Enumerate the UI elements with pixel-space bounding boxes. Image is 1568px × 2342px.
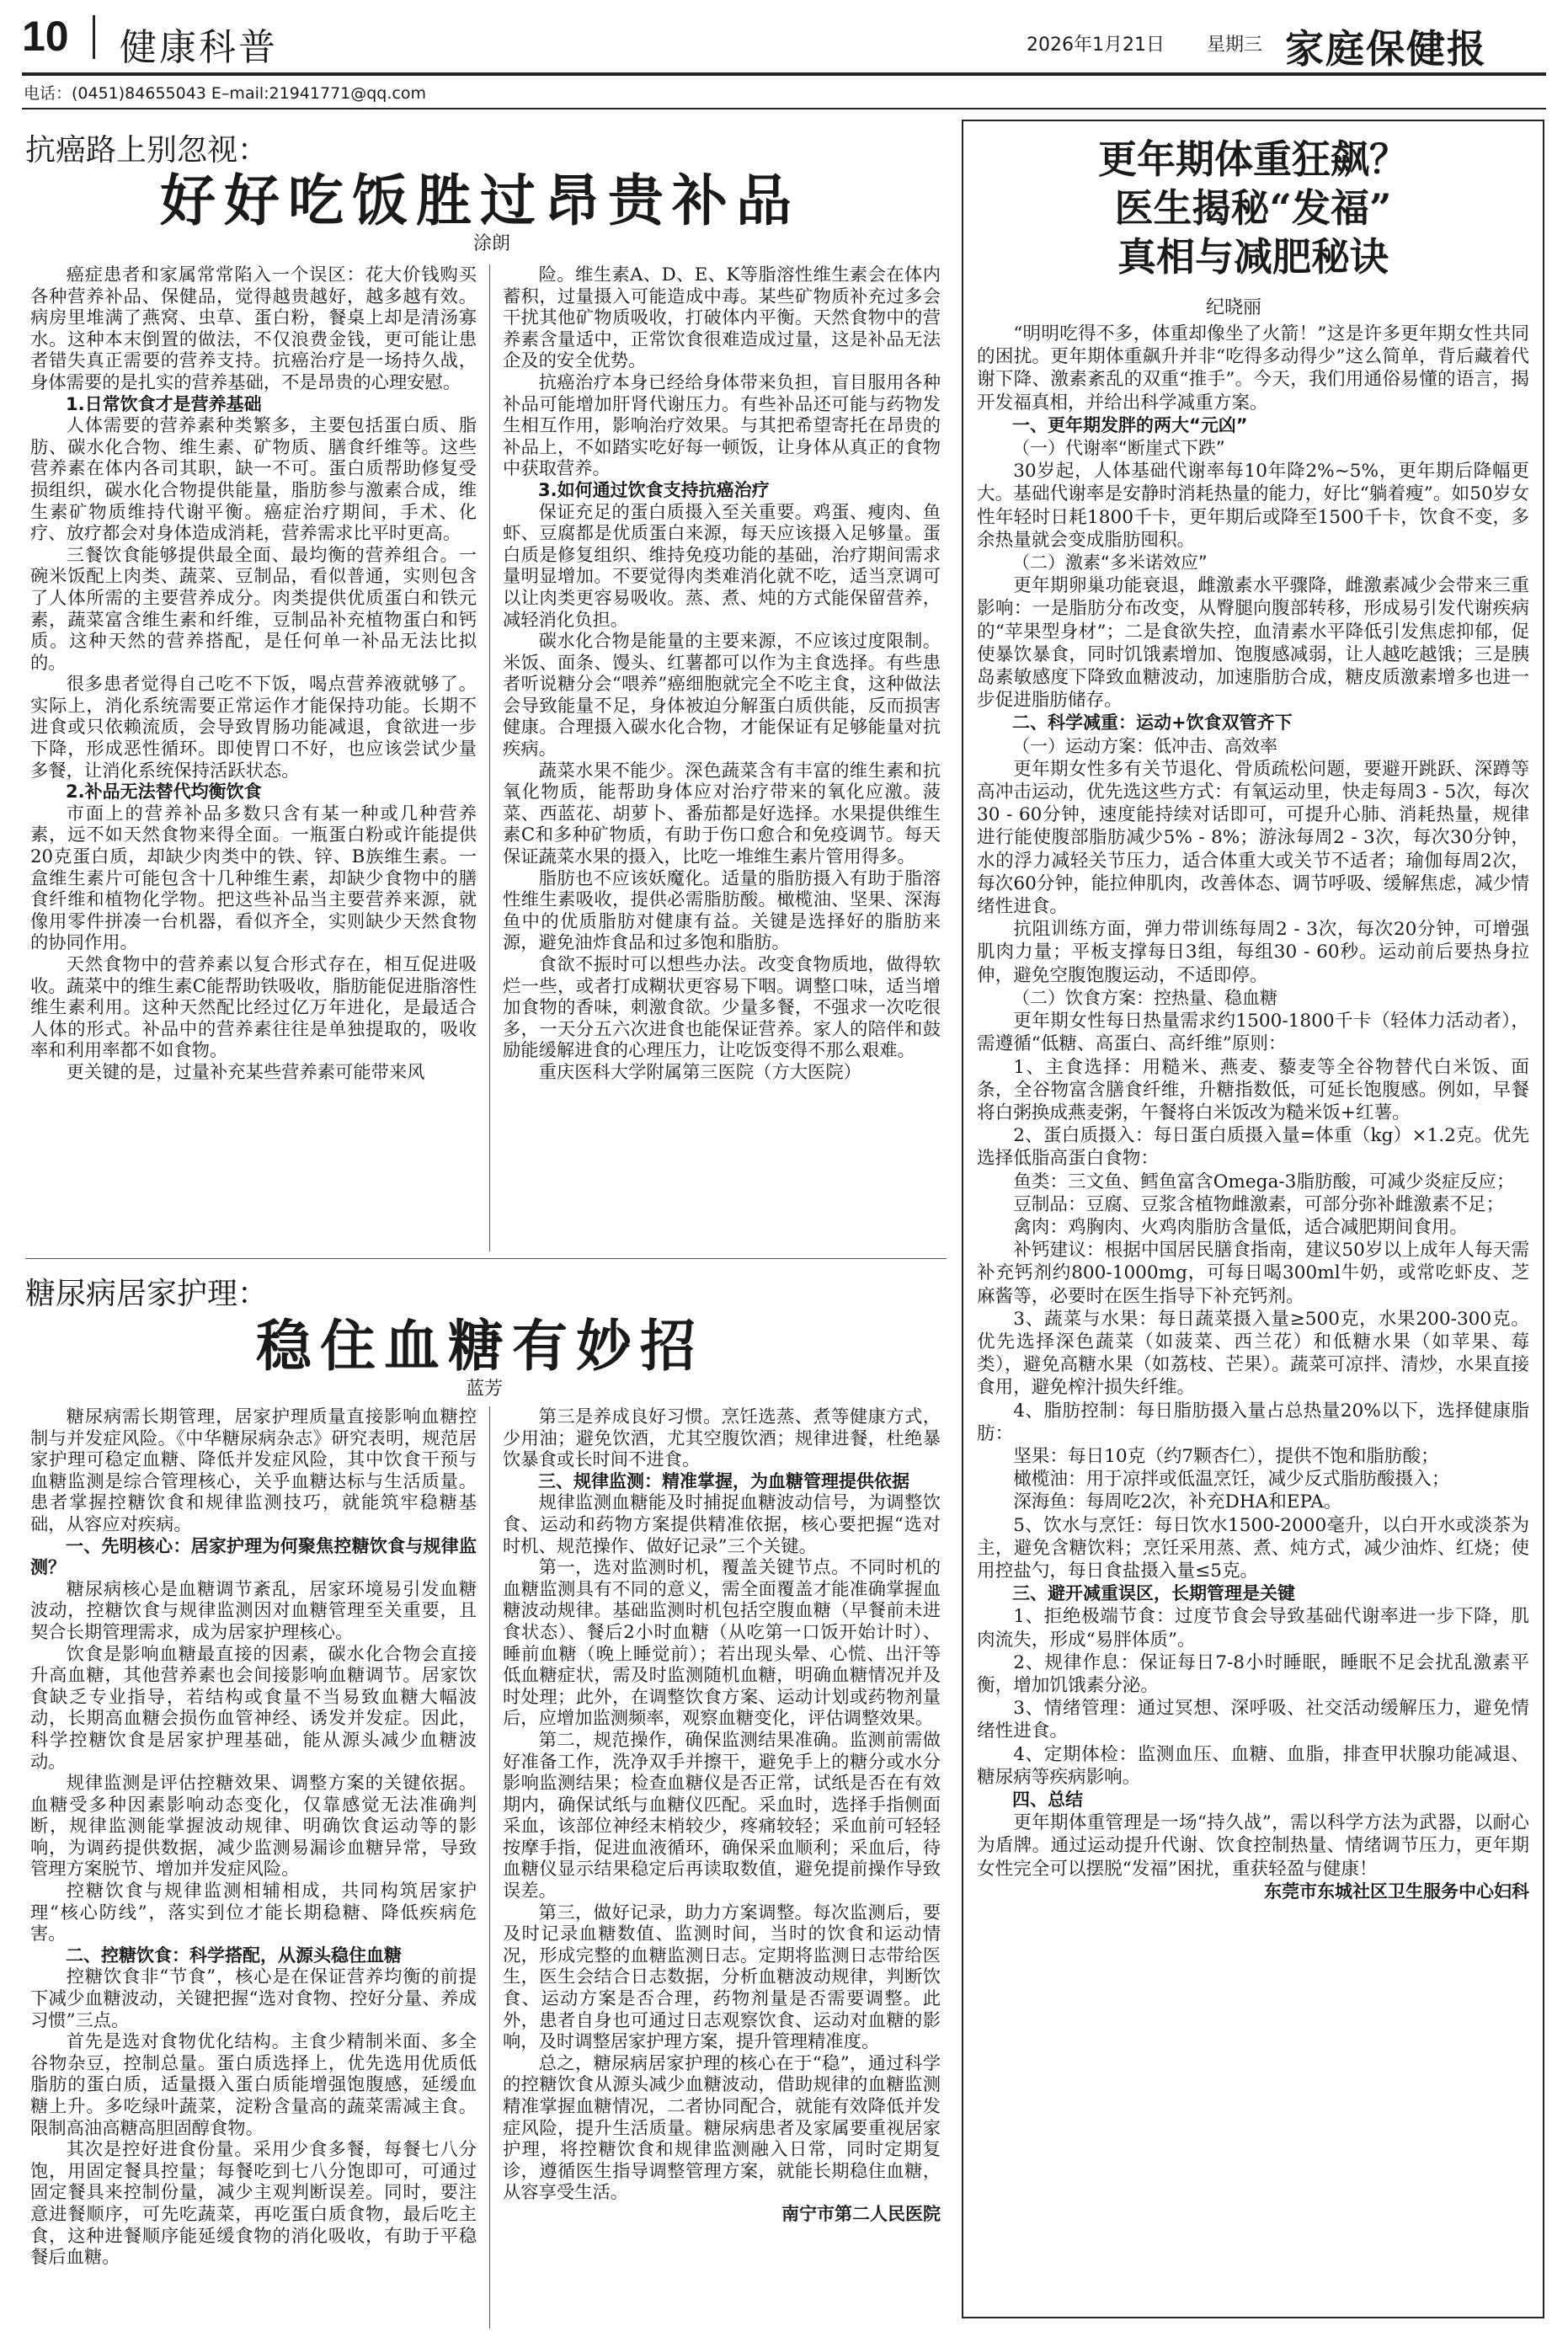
subsection-heading: （一）运动方案：低冲击、高效率 [1012,735,1277,756]
paragraph: 保证充足的蛋白质摄入至关重要。鸡蛋、瘦肉、鱼虾、豆腐都是优质蛋白来源，每天应该摄入足够量。蛋白质是修复组织、维持免疫功能的基础，治疗期间需求量明显增加。不要觉得肉类难消化就不吃，适当烹调可以让肉类更容易吸收。蒸、煮、炖的方式能保留营养，减轻消化负担。 [503,501,941,631]
section-heading: 四、总结 [1012,1790,1083,1810]
article1-author: 涂朗 [473,233,511,254]
section-name: 健康科普 [120,26,278,69]
paragraph: 2、蛋白质摄入：每日蛋白质摄入量=体重（kg）×1.2克。优先选择低脂高蛋白食物： [977,1125,1529,1170]
article3-title-line: 医生揭秘“发福” [1114,185,1392,231]
masthead: 家庭保健报 [1285,26,1487,72]
paragraph: 三餐饮食能够提供最全面、最均衡的营养组合。一碗米饭配上肉类、蔬菜、豆制品，看似普通，实则包含了人体所需的主要营养成分。肉类提供优质蛋白和铁元素，蔬菜富含维生素和纤维，豆制品补充植物蛋白和钙质。这种天然的营养搭配，是任何单一补品无法比拟的。 [30,544,477,674]
article2-kicker: 糖尿病居家护理： [25,1277,269,1311]
paragraph: 蔬菜水果不能少。深色蔬菜含有丰富的维生素和抗氧化物质，能帮助身体应对治疗带来的氧化应激。菠菜、西蓝花、胡萝卜、番茄都是好选择。水果提供维生素C和多种矿物质，有助于伤口愈合和免疫调节。每天保证蔬菜水果的摄入，比吃一堆维生素片管用得多。 [503,760,941,868]
article2-column-2 [503,1406,941,2226]
article3-author: 纪晓丽 [1206,297,1262,318]
section-heading: 1.日常饮食才是营养基础 [66,393,262,414]
paragraph: 坚果：每日10克（约7颗杏仁），提供不饱和脂肪酸； [1013,1445,1439,1467]
article2-author: 蓝芳 [466,1379,504,1400]
article1-kicker: 抗癌路上别忽视： [25,133,269,168]
article1-column-2 [503,264,941,1084]
header-separator [93,15,95,59]
paragraph: 1、拒绝极端节食：过度节食会导致基础代谢率进一步下降，肌肉流失，形成“易胖体质”。 [977,1606,1529,1651]
paragraph: 补钙建议：根据中国居民膳食指南，建议50岁以上成年人每天需补充钙剂约800-1000mg，可每日喝300ml牛奶，或常吃虾皮、芝麻酱等，必要时在医生指导下补充钙剂。 [977,1240,1529,1307]
subsection-heading: （二）激素“多米诺效应” [1012,552,1208,573]
paragraph: 第二，规范操作，确保监测结果准确。监测前需做好准备工作，洗净双手并擦干，避免手上的糖分或水分影响监测结果；检查血糖仪是否正常，试纸是否在有效期内，确保试纸与血糖仪匹配。采血时，选择手指侧面采血，该部位神经末梢较少，疼痛较轻；采血前可轻轻按摩手指，促进血液循环，确保采血顺利；采血后，待血糖仪显示结果稳定后再读取数值，避免提前操作导致误差。 [503,1729,941,1902]
paragraph: 控糖饮食非“节食”，核心是在保证营养均衡的前提下减少血糖波动，关键把握“选对食物、控好分量、养成习惯”三点。 [30,1966,477,2031]
section-heading: 2.补品无法替代均衡饮食 [66,782,262,803]
paragraph: 其次是控好进食份量。采用少食多餐，每餐七八分饱，用固定餐具控量；每餐吃到七八分饱即可，可通过固定餐具来控制份量，减少主观判断误差。同时，要注意进餐顺序，可先吃蔬菜，再吃蛋白质食物，最后吃主食，这种进餐顺序能延缓食物的消化吸收，有助于平稳餐后血糖。 [30,2139,477,2269]
paragraph: 糖尿病需长期管理，居家护理质量直接影响血糖控制与并发症风险。《中华糖尿病杂志》研究表明，规范居家护理可稳定血糖、降低并发症风险，其中饮食干预与血糖监测是综合管理核心，关乎血糖达标与生活质量。患者掌握控糖饮食和规律监测技巧，就能筑牢稳糖基础，从容应对疾病。 [30,1406,477,1535]
paragraph: 险。维生素A、D、E、K等脂溶性维生素会在体内蓄积，过量摄入可能造成中毒。某些矿物质补充过多会干扰其他矿物质吸收，打破体内平衡。天然食物中的营养素含量适中，正常饮食很难造成过量，这是补品无法企及的安全优势。 [503,264,941,372]
header-rule [22,72,1546,76]
paragraph: 橄榄油：用于凉拌或低温烹饪，减少反式脂肪酸摄入； [1013,1469,1450,1491]
article3-title-line: 更年期体重狂飙？ [1098,136,1408,182]
paragraph: 天然食物中的营养素以复合形式存在，相互促进吸收。蔬菜中的维生素C能帮助铁吸收，脂肪能促进脂溶性维生素利用。这种天然配比经过亿万年进化，是最适合人体的形式。补品中的营养素往往是单独提取的，吸收率和利用率都不如食物。 [30,954,477,1062]
article3-title [962,135,1544,281]
section-heading: 3.如何通过饮食支持抗癌治疗 [538,479,770,500]
paragraph: 重庆医科大学附属第三医院（方大医院） [538,1061,861,1083]
paragraph: 更关键的是，过量补充某些营养素可能带来风 [66,1061,425,1083]
article3-column [977,323,1529,1903]
paragraph: 控糖饮食与规律监测相辅相成，共同构筑居家护理“核心防线”，落实到位才能长期稳糖、降低疾病危害。 [30,1881,477,1945]
paragraph: 4、定期体检：监测血压、血糖、血脂，排查甲状腺功能减退、糖尿病等疾病影响。 [977,1743,1529,1788]
paragraph: 饮食是影响血糖最直接的因素，碳水化合物会直接升高血糖，其他营养素也会间接影响血糖调节。居家饮食缺乏专业指导，若结构或食量不当易致血糖大幅波动，长期高血糖会损伤血管神经、诱发并发症。因此，科学控糖饮食是居家护理基础，能从源头减少血糖波动。 [30,1643,477,1773]
paragraph: 3、情绪管理：通过冥想、深呼吸、社交活动缓解压力，避免情绪性进食。 [977,1698,1529,1742]
source-hospital: 南宁市第二人民医院 [781,2203,941,2224]
paragraph: 第一，选对监测时机，覆盖关键节点。不同时机的血糖监测具有不同的意义，需全面覆盖才能准确掌握血糖波动规律。基础监测时机包括空腹血糖（早餐前未进食状态）、餐后2小时血糖（从吃第一口饭开始计时）、睡前血糖（晚上睡觉前）；若出现头晕、心慌、出汗等低血糖症状，需及时监测随机血糖，明确血糖情况并及时处理；此外，在调整饮食方案、运动计划或药物剂量后，应增加监测频率，观察血糖变化，评估调整效果。 [503,1557,941,1730]
paragraph: 很多患者觉得自己吃不下饭，喝点营养液就够了。实际上，消化系统需要正常运作才能保持功能。长期不进食或只依赖流质，会导致胃肠功能减退，食欲进一步下降，形成恶性循环。即使胃口不好，也应该尝试少量多餐，让消化系统保持活跃状态。 [30,674,477,782]
article-divider [25,1258,947,1259]
section-heading: 三、避开减重误区，长期管理是关键 [1012,1583,1295,1604]
paragraph: 第三是养成良好习惯。烹饪选蒸、煮等健康方式，少用油；避免饮酒，尤其空腹饮酒；规律进餐，杜绝暴饮暴食或长时间不进食。 [503,1406,941,1471]
paragraph: 规律监测是评估控糖效果、调整方案的关键依据。血糖受多种因素影响动态变化，仅靠感觉无法准确判断，规律监测能掌握波动规律、明确饮食运动等的影响，为调药提供数据，减少监测易漏诊血糖异常，导致管理方案脱节、增加并发症风险。 [30,1773,477,1881]
page-header [22,0,1546,77]
column-divider [489,1406,490,2329]
paragraph: 深海鱼：每周吃2次，补充DHA和EPA。 [1013,1491,1342,1513]
paragraph: 3、蔬菜与水果：每日蔬菜摄入量≥500克，水果200-300克。优先选择深色蔬菜（如菠菜、西兰花）和低糖水果（如苹果、莓类），避免高糖水果（如荔枝、芒果）。蔬菜可凉拌、清炒，水果直接食用，避免榨汁损失纤维。 [977,1308,1529,1399]
issue-date: 2026年1月21日 [1027,35,1165,56]
paragraph: 首先是选对食物优化结构。主食少精制米面、多全谷物杂豆，控制总量。蛋白质选择上，优先选用优质低脂肪的蛋白质，适量摄入蛋白质能增强饱腹感，延缓血糖上升。多吃绿叶蔬菜，淀粉含量高的蔬菜需减主食。限制高油高糖高胆固醇食物。 [30,2031,477,2139]
paragraph: 更年期卵巢功能衰退，雌激素水平骤降，雌激素减少会带来三重影响：一是脂肪分布改变，从臀腿向腹部转移，形成易引发代谢疾病的“苹果型身材”；二是食欲失控，血清素水平降低引发焦虑抑郁，促使暴饮暴食，同时饥饿素增加、饱腹感减弱，让人越吃越饿；三是胰岛素敏感度下降致血糖波动，加速脂肪合成，糖皮质激素增多也进一步促进脂肪储存。 [977,575,1529,712]
article3-title-line: 真相与减肥秘诀 [1117,234,1389,280]
paragraph: 更年期女性每日热量需求约1500-1800千卡（轻体力活动者），需遵循“低糖、高蛋白、高纤维”原则： [977,1011,1529,1055]
paragraph: 糖尿病核心是血糖调节紊乱，居家环境易引发血糖波动，控糖饮食与规律监测因对血糖管理至关重要，且契合长期管理需求，成为居家护理核心。 [30,1578,477,1643]
paragraph: 市面上的营养补品多数只含有某一种或几种营养素，远不如天然食物来得全面。一瓶蛋白粉或许能提供20克蛋白质，却缺少肉类中的铁、锌、B族维生素。一盒维生素片可能包含十几种维生素，却缺少食物中的膳食纤维和植物化学物。把这些补品当主要营养来源，就像用零件拼凑一台机器，看似齐全，实则缺少天然食物的协同作用。 [30,803,477,954]
issue-weekday: 星期三 [1207,35,1263,56]
column-divider [489,264,490,1251]
page-number: 10 [22,13,69,60]
paragraph: 抗癌治疗本身已经给身体带来负担，盲目服用各种补品可能增加肝肾代谢压力。有些补品还可能与药物发生相互作用，影响治疗效果。与其把希望寄托在昂贵的补品上，不如踏实吃好每一顿饭，让身体从真正的食物中获取营养。 [503,371,941,480]
section-heading: 三、规律监测：精准掌握，为血糖管理提供依据 [538,1470,909,1491]
paragraph: 30岁起，人体基础代谢率每10年降2%~5%，更年期后降幅更大。基础代谢率是安静时消耗热量的能力，好比“躺着瘦”。如50岁女性年轻时日耗1800千卡，更年期后或降至1500千卡，饮食不变，多余热量就会变成脂肪囤积。 [977,461,1529,551]
paragraph: 禽肉：鸡胸肉、火鸡肉脂肪含量低，适合减肥期间食用。 [1013,1216,1469,1238]
paragraph: 2、规律作息：保证每日7-8小时睡眠，睡眠不足会扰乱激素平衡，增加饥饿素分泌。 [977,1651,1529,1696]
paragraph: 碳水化合物是能量的主要来源，不应该过度限制。米饭、面条、馒头、红薯都可以作为主食选择。有些患者听说糖分会“喂养”癌细胞就完全不吃主食，这种做法会导致能量不足，身体被迫分解蛋白质供能，反而损害健康。合理摄入碳水化合物，才能保证有足够能量对抗疾病。 [503,631,941,760]
article1-column-1 [30,264,477,1084]
article2-column-1 [30,1406,477,2269]
paragraph: 更年期体重管理是一场“持久战”，需以科学方法为武器，以耐心为盾牌。通过运动提升代谢、饮食控制热量、情绪调节压力，更年期女性完全可以摆脱“发福”困扰，重获轻盈与健康！ [977,1812,1529,1880]
source-hospital: 东莞市东城社区卫生服务中心妇科 [1264,1881,1529,1902]
section-heading: 一、更年期发胖的两大“元凶” [1012,414,1248,435]
paragraph: 癌症患者和家属常常陷入一个误区：花大价钱购买各种营养补品、保健品，觉得越贵越好，越多越有效。病房里堆满了燕窝、虫草、蛋白粉，餐桌上却是清汤寡水。这种本末倒置的做法，不仅浪费金钱，更可能让患者错失真正需要的营养支持。抗癌治疗是一场持久战，身体需要的是扎实的营养基础，不是昂贵的心理安慰。 [30,264,477,393]
paragraph: 豆制品：豆腐、豆浆含植物雌激素，可部分弥补雌激素不足； [1013,1193,1505,1215]
contact-rule [22,108,1546,109]
article1-title: 好好吃饭胜过昂贵补品 [160,168,800,233]
paragraph: 抗阻训练方面，弹力带训练每周2 - 3次，每次20分钟，可增强肌肉力量；平板支撑每日3组，每组30 - 60秒。运动前后要热身拉伸，避免空腹饱腹运动，不适即停。 [977,919,1529,986]
contact-line: 电话：(0451)84655043 E–mail:21941771@qq.com [24,84,426,103]
paragraph: 鱼类：三文鱼、鳕鱼富含Omega-3脂肪酸，可减少炎症反应； [1013,1171,1515,1192]
paragraph: 规律监测血糖能及时捕捉血糖波动信号，为调整饮食、运动和药物方案提供精准依据，核心要把握“选对时机、规范操作、做好记录”三个关键。 [503,1492,941,1557]
subsection-heading: （二）饮食方案：控热量、稳血糖 [1012,987,1277,1008]
paragraph: “明明吃得不多，体重却像坐了火箭！”这是许多更年期女性共同的困扰。更年期体重飙升并非“吃得多动得少”这么简单，背后藏着代谢下降、激素紊乱的双重“推手”。今天，我们用通俗易懂的语言，揭开发福真相，并给出科学减重方案。 [977,323,1529,413]
section-heading: 二、控糖饮食：科学搭配，从源头稳住血糖 [66,1945,402,1966]
paragraph: 食欲不振时可以想些办法。改变食物质地，做得软烂一些，或者打成糊状更容易下咽。调整口味，适当增加食物的香味，刺激食欲。少量多餐，不强求一次吃很多，一天分五六次进食也能保证营养。家人的陪伴和鼓励能缓解进食的心理压力，让吃饭变得不那么艰难。 [503,954,941,1062]
paragraph: 5、饮水与烹饪：每日饮水1500-2000毫升，以白开水或淡茶为主，避免含糖饮料；烹饪采用蒸、煮、炖方式，减少油炸、红烧；使用控盐勺，每日食盐摄入量≤5克。 [977,1514,1529,1582]
section-heading: 一、先明核心：居家护理为何聚焦控糖饮食与规律监测？ [30,1535,477,1578]
paragraph: 更年期女性多有关节退化、骨质疏松问题，要避开跳跃、深蹲等高冲击运动，优先选这些方式：有氧运动里，快走每周3 - 5次，每次30 - 60分钟，速度能持续对话即可，可提升心肺、消耗热量，规律进行能使腹部脂肪减少5% - 8%；游泳每周2 - 3次，每次30分钟，水的浮力减轻关节压力，适合体重大或关节不适者；瑜伽每周2次，每次60分钟，能拉伸肌肉，改善体态、调节呼吸、缓解焦虑，减少情绪性进食。 [977,758,1529,918]
paragraph: 总之，糖尿病居家护理的核心在于“稳”，通过科学的控糖饮食从源头减少血糖波动，借助规律的血糖监测精准掌握血糖情况，二者协同配合，就能有效降低并发症风险，提升生活质量。糖尿病患者及家属要重视居家护理，将控糖饮食和规律监测融入日常，同时定期复诊，遵循医生指导调整管理方案，就能长期稳住血糖，从容享受生活。 [503,2052,941,2204]
paragraph: 第三，做好记录，助力方案调整。每次监测后，要及时记录血糖数值、监测时间，当时的饮食和运动情况，形成完整的血糖监测日志。定期将监测日志带给医生，医生会结合日志数据，分析血糖波动规律，判断饮食、运动方案是否合理，药物剂量是否需要调整。此外，患者自身也可通过日志观察饮食、运动对血糖的影响，及时调整居家护理方案，提升管理精准度。 [503,1902,941,2053]
paragraph: 4、脂肪控制：每日脂肪摄入量占总热量20%以下，选择健康脂肪： [977,1400,1529,1444]
section-heading: 二、科学减重：运动+饮食双管齐下 [1012,712,1293,734]
paragraph: 脂肪也不应该妖魔化。适量的脂肪摄入有助于脂溶性维生素吸收，提供必需脂肪酸。橄榄油、坚果、深海鱼中的优质脂肪对健康有益。关键是选择好的脂肪来源，避免油炸食品和过多饱和脂肪。 [503,867,941,954]
paragraph: 1、主食选择：用糙米、燕麦、藜麦等全谷物替代白米饭、面条，全谷物富含膳食纤维，升糖指数低，可延长饱腹感。例如，早餐将白粥换成燕麦粥，午餐将白米饭改为糙米饭+红薯。 [977,1056,1529,1123]
paragraph: 人体需要的营养素种类繁多，主要包括蛋白质、脂肪、碳水化合物、维生素、矿物质、膳食纤维等。这些营养素在体内各司其职，缺一不可。蛋白质帮助修复受损组织，碳水化合物提供能量，脂肪参与激素合成，维生素矿物质维持代谢平衡。癌症治疗期间，手术、化疗、放疗都会对身体造成消耗，营养需求比平时更高。 [30,415,477,545]
article2-title: 稳住血糖有妙招 [256,1313,704,1379]
subsection-heading: （一）代谢率“断崖式下跌” [1012,438,1225,459]
